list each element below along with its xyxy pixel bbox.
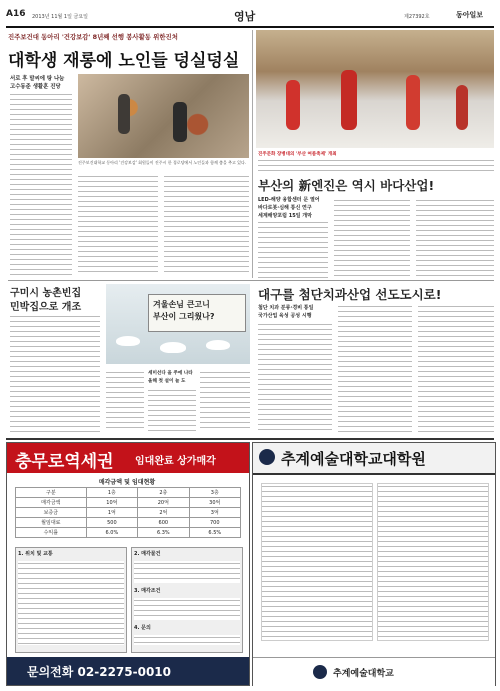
article-subhead: LED-해양 융합센터 문 열어 (258, 197, 320, 203)
ad-banner (253, 443, 495, 475)
article-subhead-2: 바다로봇·심해 통신 연구 (258, 205, 312, 211)
ad-subtitle: 임대완료 상가매각 (135, 456, 216, 467)
article-title: 구미시 농촌빈집 (10, 288, 82, 299)
swan (116, 336, 140, 346)
title-box (148, 294, 246, 332)
dancer (286, 80, 300, 130)
article-subhead-2: 고수동준 생활훈 진당 (10, 84, 61, 90)
table-cell: 보증금 (16, 508, 87, 518)
article-body-col-2 (148, 388, 196, 432)
photo-title: 겨울손님 큰고니 (153, 300, 210, 309)
info-box (131, 547, 243, 653)
article-body-col-3 (200, 370, 250, 432)
article-photo (78, 74, 249, 158)
article-body-col-3 (418, 304, 494, 432)
swan (160, 342, 186, 353)
newspaper-name: 동아일보 (456, 11, 484, 19)
article-body (10, 314, 100, 432)
article-body-col-2 (78, 174, 158, 276)
table-cell: 1억 (86, 508, 137, 518)
table-row (16, 528, 241, 538)
ad-body-col-2 (377, 483, 489, 641)
edition-number: 제27392호 (404, 14, 430, 20)
article-body-col-1 (258, 220, 328, 282)
festival-photo (256, 30, 494, 148)
photo-people (173, 102, 187, 142)
table-cell: 월임대료 (16, 518, 87, 528)
ad-title: 충무로역세권 (15, 452, 114, 472)
table-cell: 3억 (189, 508, 240, 518)
table-cell: 수익률 (16, 528, 87, 538)
article-body-col-3 (416, 198, 494, 282)
article-body-col-2 (334, 198, 410, 282)
table-cell: 700 (189, 518, 240, 528)
article-body-col-1 (106, 370, 144, 432)
article-title: 부산의 新엔진은 역시 바다산업! (258, 178, 435, 193)
column-divider (252, 30, 253, 278)
caption-body (258, 158, 494, 172)
article-subhead-3: 세계해양포럼 15일 개막 (258, 213, 312, 219)
table-row (16, 518, 241, 528)
photo-people (118, 94, 130, 134)
page-header (6, 6, 494, 28)
table-cell: 600 (138, 518, 189, 528)
university-logo (259, 449, 275, 465)
article-subhead-2: 올해 첫 설이 늘 도 (148, 379, 186, 384)
info-heading: 4. 문의 (134, 625, 151, 631)
table-cell: 500 (86, 518, 137, 528)
article-title: 대구를 첨단치과산업 선도도시로! (258, 287, 442, 302)
ad-footer-bar (253, 657, 495, 686)
real-estate-ad (6, 442, 250, 686)
info-text (134, 561, 240, 583)
article-kicker: 진주보건대 동아리 '건강보감' 8년째 선행 봉사활동 위한진처 (8, 33, 178, 41)
table-row (16, 498, 241, 508)
table-cell: 20억 (138, 498, 189, 508)
photo-caption: 진주보건대학교 동아리 '건강보감' 회원들이 진주시 한 경로당에서 노인들과 함께 춤을 추고 있다. (78, 160, 247, 165)
article-title: 대학생 재롱에 노인들 덩실덩실 (8, 51, 240, 71)
dancer (456, 85, 468, 130)
info-heading: 2. 매각물건 (134, 551, 161, 557)
article-title-line-2: 민박집으로 개조 (10, 302, 82, 313)
contact-bar (7, 657, 249, 685)
table-cell: 6.5% (189, 528, 240, 538)
info-heading: 3. 매각조건 (134, 588, 161, 594)
ad-banner (7, 443, 249, 473)
table-cell: 6.0% (86, 528, 137, 538)
table-header: 3층 (189, 488, 240, 498)
section-divider (6, 438, 494, 440)
info-heading: 1. 위치 및 교통 (18, 551, 53, 557)
table-cell: 30억 (189, 498, 240, 508)
table-cell: 10억 (86, 498, 137, 508)
university-logo (313, 665, 327, 679)
article-body-col-3 (164, 174, 249, 276)
table-header: 구분 (16, 488, 87, 498)
info-text (134, 598, 240, 620)
price-table (15, 487, 241, 538)
photo-caption: 진주문화 장병대의 '부산 여름축제' 개최 (258, 152, 337, 157)
table-header: 1층 (86, 488, 137, 498)
ad-title: 추계예술대학교대학원 (281, 450, 426, 468)
article-subhead: 첨단 치과 분류·경비 통일 (258, 305, 314, 311)
dancer (341, 70, 357, 130)
article-subhead: 세미선다 을 주에 나타 (148, 371, 193, 376)
article-subhead: 서로 후 말씨에 탕 나눔 (10, 76, 65, 82)
info-text (18, 561, 124, 645)
ad-footer-name: 추계예술대학교 (333, 669, 394, 679)
table-cell: 매각금액 (16, 498, 87, 508)
section-divider (8, 280, 494, 281)
photo-title-line-2: 부산이 그리웠나? (153, 312, 215, 321)
table-row (16, 508, 241, 518)
ad-body-col-1 (261, 483, 373, 641)
info-text (134, 635, 240, 645)
article-body-col-2 (338, 304, 412, 432)
table-title: 매각금액 및 임대현황 (98, 479, 156, 486)
section-title: 영남 (234, 10, 256, 23)
university-ad (252, 442, 496, 686)
info-box (15, 547, 127, 653)
dancer (406, 75, 420, 130)
table-cell: 2억 (138, 508, 189, 518)
article-subhead-2: 국가산업 육성 공성 시행 (258, 313, 312, 319)
article-body-col-1 (10, 92, 72, 276)
table-cell: 6.3% (138, 528, 189, 538)
swan-photo (106, 284, 250, 364)
page-number: A16 (6, 9, 26, 19)
article-body-col-1 (258, 322, 332, 432)
table-header: 2층 (138, 488, 189, 498)
issue-date: 2013년 11월 1일 금요일 (32, 14, 89, 20)
contact-phone: 문의전화 02-2275-0010 (27, 665, 172, 679)
swan (206, 340, 230, 350)
table-header-row (16, 488, 241, 498)
